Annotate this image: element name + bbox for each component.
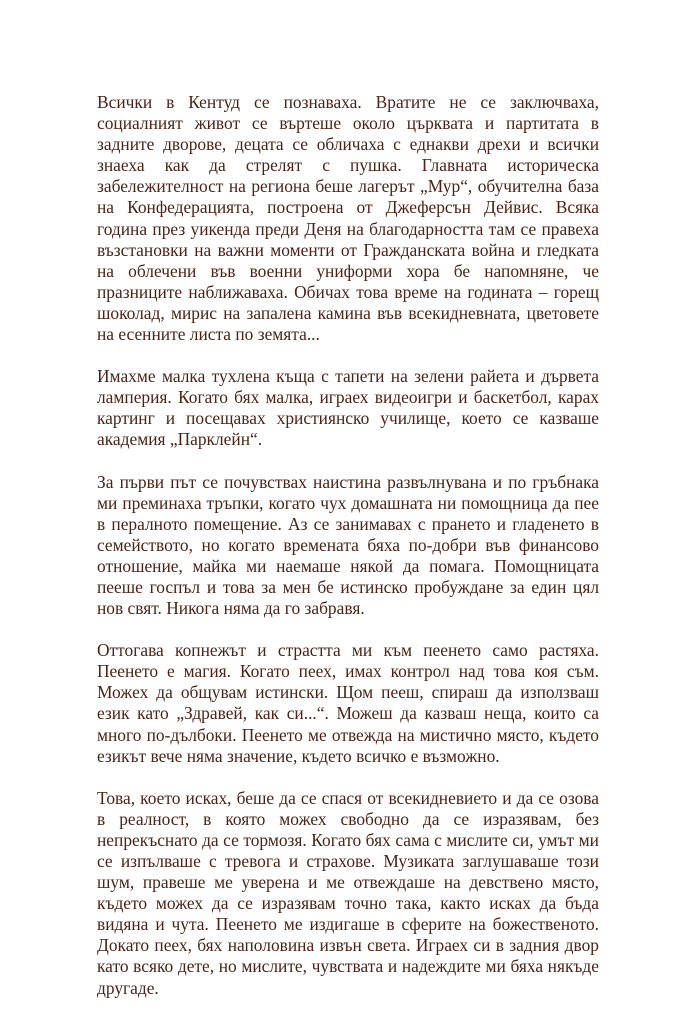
paragraph-2: Имахме малка тухлена къща с тапети на зелени райета и дървета ламперия. Когато бях малка, играех видеоигри и баскетбол, карах картинг и посещавах християнско училище, което се казваше академия „Парклейн“. bbox=[97, 366, 599, 450]
paragraph-4: Оттогава копнежът и страстта ми към пеенето само растяха. Пеенето е магия. Когато пеех, имах контрол над това коя съм. Можех да общувам истински. Щом пееш, спираш да използваш език като „Здравей, как си...“. Можеш да казваш неща, които са много по-дълбоки. Пеенето ме отвежда на мистично място, където езикът вече няма значение, където всичко е възможно. bbox=[97, 640, 599, 766]
body-text bbox=[97, 92, 599, 1020]
paragraph-3: За първи път се почувствах наистина развълнувана и по гръбнака ми преминаха тръпки, когато чух домашната ни помощница да пее в пералното помещение. Аз се занимавах с прането и гладенето в семейството, но когато времената бяха по-добри във финансово отношение, майка ми наемаше някой да помага. Помощницата пееше госпъл и това за мен бе истинско пробуждане за един цял нов свят. Никога няма да го забравя. bbox=[97, 471, 599, 619]
paragraph-5: Това, което исках, беше да се спася от всекидневието и да се озова в реалност, в която можех свободно да се изразявам, без непрекъснато да се тормозя. Когато бях сама с мислите си, умът ми се изпълваше с тревога и страхове. Музиката заглушаваше този шум, правеше ме уверена и ме отвеждаше на девствено място, където можех да се изразявам точно така, както исках да бъда видяна и чута. Пеенето ме издигаше в сферите на божественото. Докато пеех, бях наполовина извън света. Играех си в задния двор като всяко дете, но мислите, чувствата и надеждите ми бяха някъде другаде. bbox=[97, 787, 599, 998]
paragraph-1: Всички в Кентуд се познаваха. Вратите не се заключваха, социалният живот се въртеше около църквата и партитата в задните дворове, децата се обличаха с еднакви дрехи и всички знаеха как да стрелят с пушка. Главната историческа забележителност на региона беше лагерът „Мур“, обучителна база на Конфедерацията, построена от Джеферсън Дейвис. Всяка година през уикенда преди Деня на благодарността там се правеха възстановки на важни моменти от Гражданската война и гледката на облечени във военни униформи хора бе напомняне, че празниците наближаваха. Обичах това време на годината – горещ шоколад, мирис на запалена камина във всекидневната, цветовете на есенните листа по земята... bbox=[97, 92, 599, 345]
